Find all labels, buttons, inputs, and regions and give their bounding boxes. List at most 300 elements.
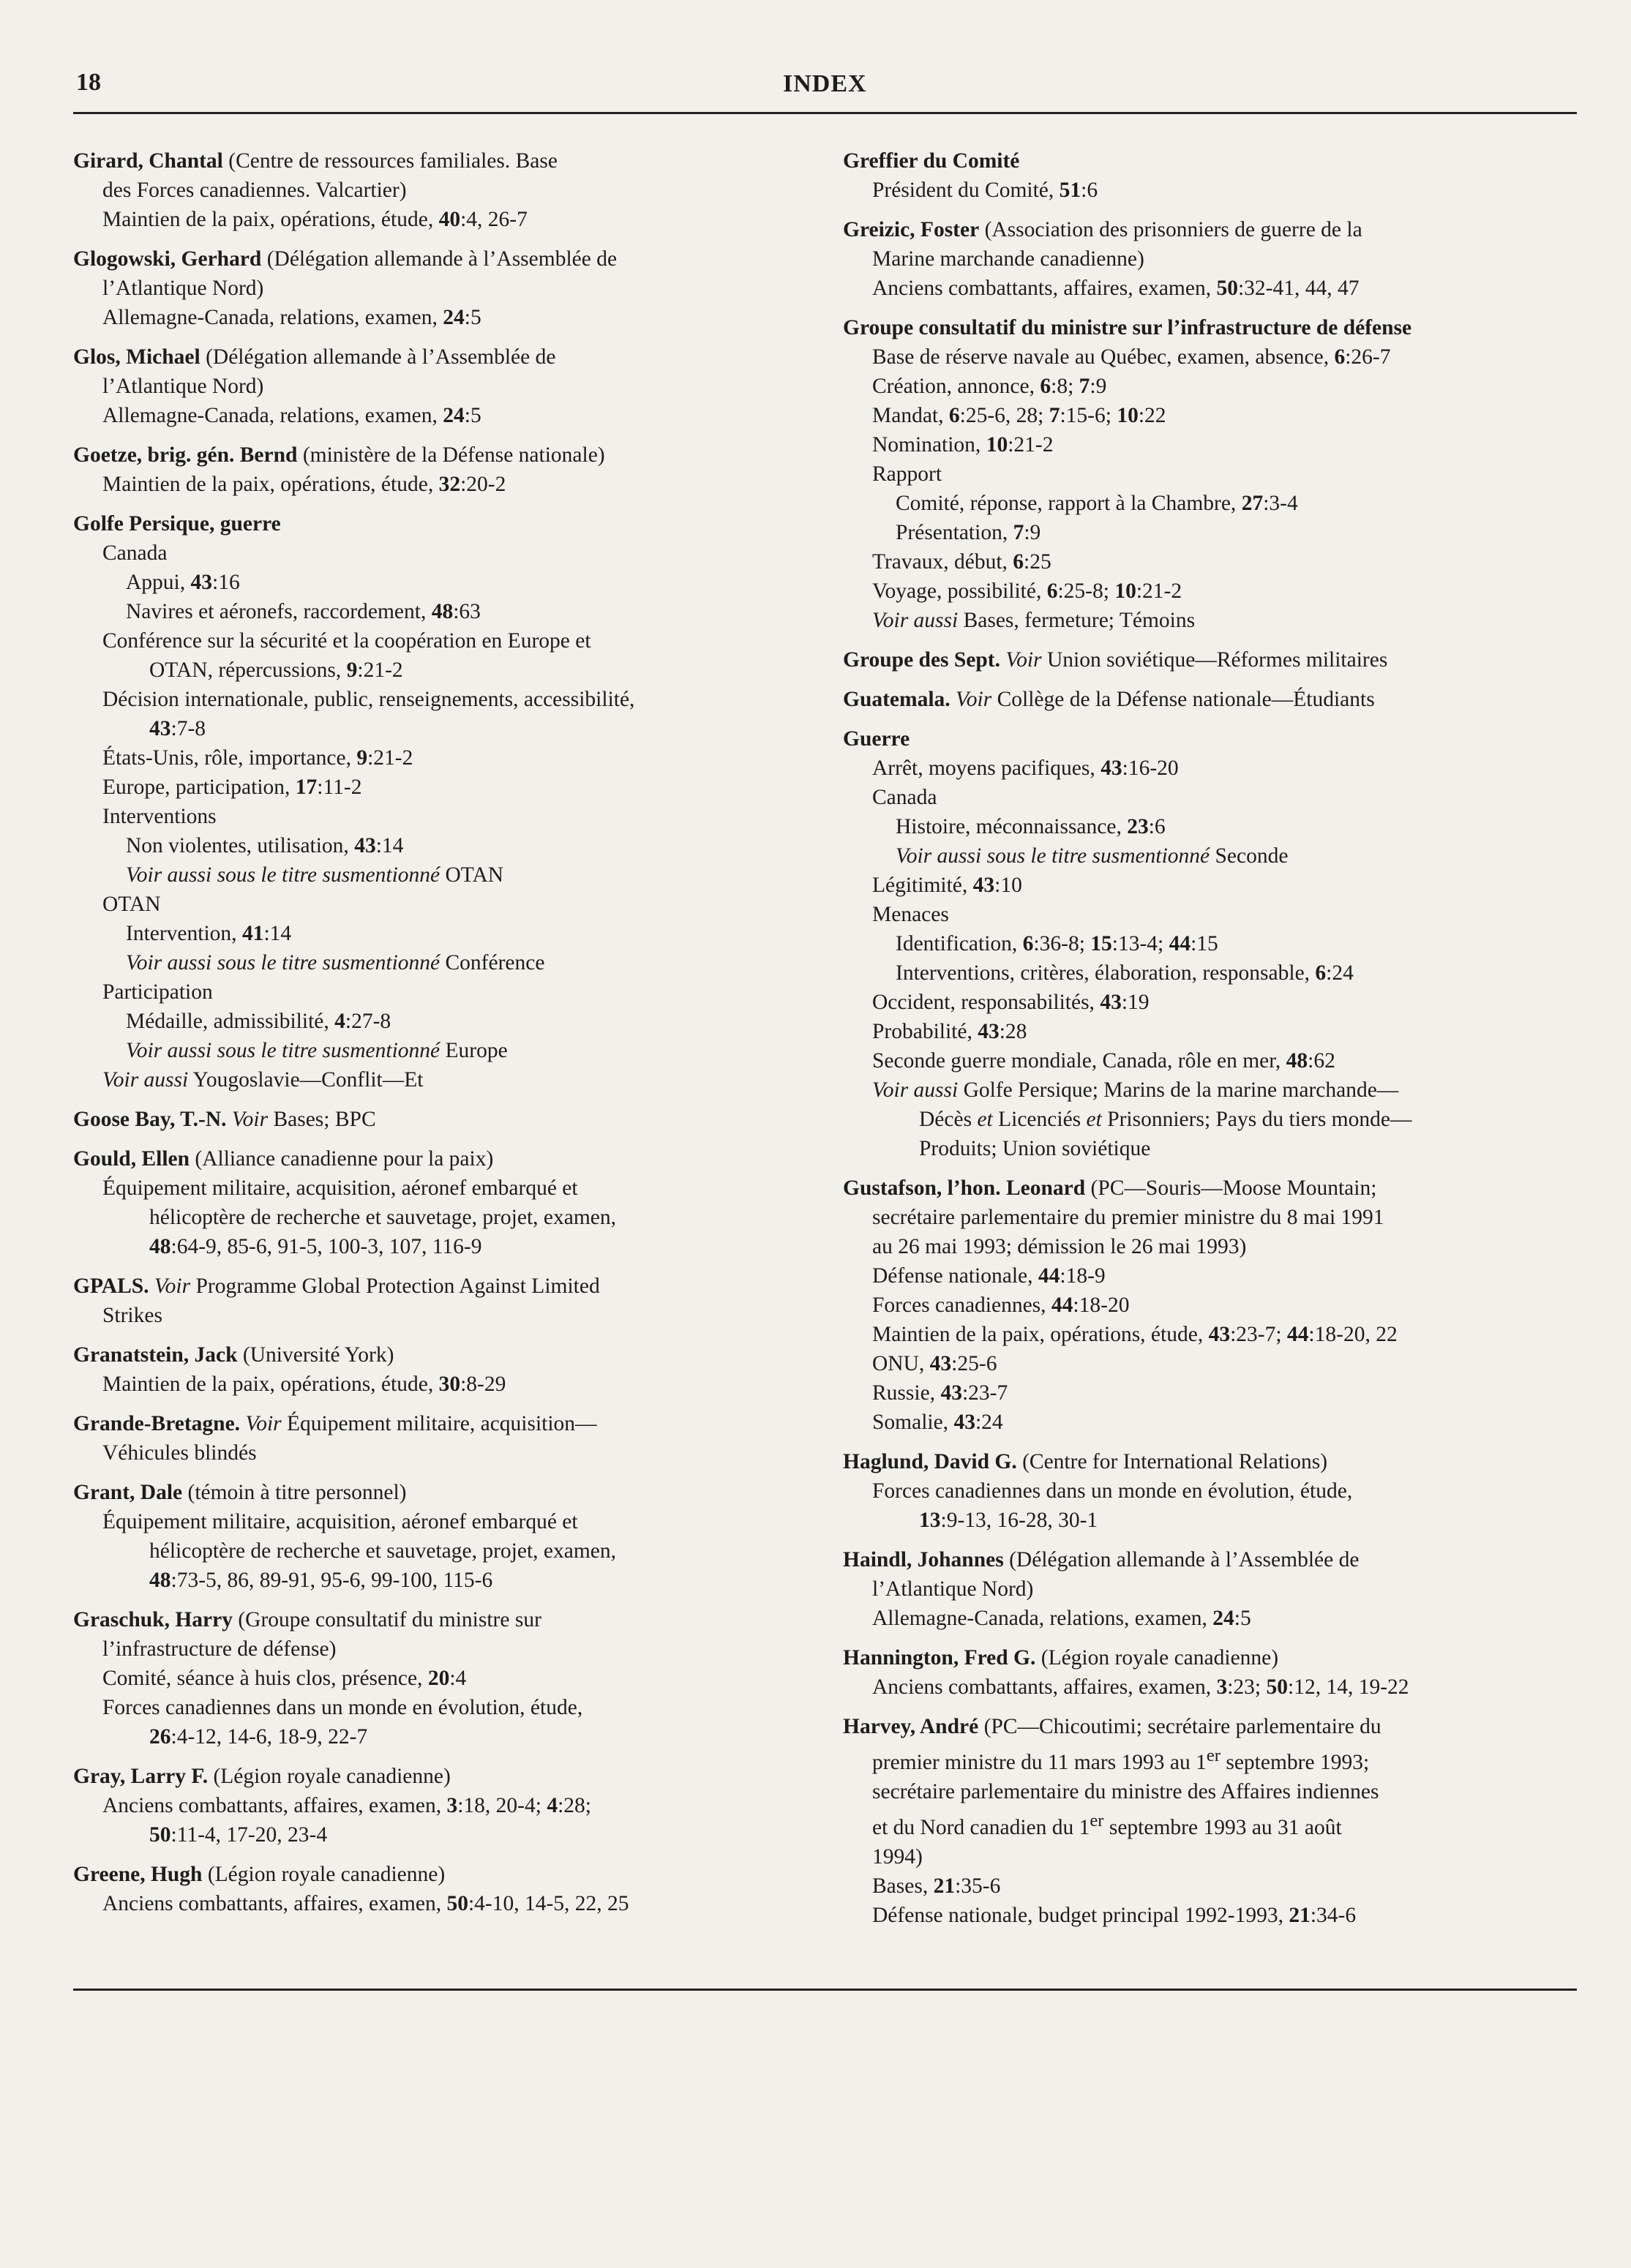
index-entry	[843, 1545, 1575, 1633]
entry-subline	[843, 1777, 1575, 1806]
text-run: :23;	[1227, 1675, 1267, 1699]
text-run: :7-8	[170, 717, 206, 740]
index-entry	[73, 1272, 805, 1330]
text-run: OTAN	[440, 863, 504, 887]
entry-subline	[843, 1842, 1575, 1871]
text-run: Médaille, admissibilité,	[126, 1010, 335, 1033]
text-run: Produits; Union soviétique	[919, 1137, 1151, 1160]
bold-text: 3	[446, 1794, 458, 1817]
entry-subline	[73, 1791, 805, 1820]
text-run: Arrêt, moyens pacifiques,	[872, 756, 1101, 780]
text-run: Décision internationale, public, renseignements, accessibilité,	[102, 688, 635, 711]
index-entry	[73, 1605, 805, 1751]
entry-subline	[843, 1291, 1575, 1320]
text-run: l’Atlantique Nord)	[102, 277, 264, 300]
bold-text: Greffier du Comité	[843, 149, 1020, 173]
entry-subline	[843, 1105, 1575, 1134]
entry-subline	[73, 274, 805, 303]
entry-subline	[73, 1889, 805, 1918]
bold-text: 6	[1022, 932, 1034, 955]
text-run: (témoin à titre personnel)	[182, 1481, 407, 1504]
entry-subline	[843, 1672, 1575, 1702]
text-run: Union soviétique—Réformes militaires	[1041, 648, 1388, 672]
text-run: Forces canadiennes,	[872, 1293, 1051, 1317]
entry-subline	[843, 459, 1575, 489]
italic-text: et	[1086, 1108, 1102, 1131]
bold-text: 6	[1334, 345, 1346, 369]
bold-text: 26	[149, 1725, 171, 1749]
index-entry	[73, 1860, 805, 1918]
text-run: Équipement militaire, acquisition, aéronef embarqué et	[102, 1510, 578, 1533]
bold-text: 51	[1059, 179, 1081, 202]
text-run: :4-10, 14-5, 22, 25	[468, 1892, 629, 1915]
text-run: :27-8	[345, 1010, 391, 1033]
text-run: :35-6	[955, 1874, 1001, 1898]
entry-heading-line	[73, 244, 805, 274]
bold-text: Greene, Hugh	[73, 1863, 203, 1886]
bold-text: 50	[1266, 1675, 1288, 1699]
entry-subline	[73, 919, 805, 948]
text-run: :5	[464, 306, 481, 329]
text-run: Bases, fermeture; Témoins	[958, 609, 1196, 632]
bold-text: Grande-Bretagne.	[73, 1412, 241, 1435]
bold-text: 27	[1241, 492, 1264, 515]
text-run: Travaux, début,	[872, 550, 1013, 574]
entry-heading-line	[73, 1860, 805, 1889]
italic-text: Voir aussi sous le titre susmentionné	[126, 951, 440, 975]
text-run: (Université York)	[237, 1343, 394, 1367]
header-rule	[73, 112, 1577, 114]
entry-subline	[843, 1261, 1575, 1291]
entry-subline	[843, 1901, 1575, 1930]
text-run: Allemagne-Canada, relations, examen,	[102, 306, 443, 329]
bold-text: 6	[1040, 375, 1051, 398]
text-run: Allemagne-Canada, relations, examen,	[872, 1607, 1213, 1630]
text-run: :4	[449, 1667, 467, 1690]
entry-subline	[73, 568, 805, 597]
text-run: Licenciés	[992, 1108, 1087, 1131]
bold-text: 24	[1212, 1607, 1234, 1630]
text-run: :4-12, 14-6, 18-9, 22-7	[170, 1725, 368, 1749]
text-run: :16-20	[1122, 756, 1179, 780]
text-run: Rapport	[872, 462, 942, 486]
text-run: Légitimité,	[872, 874, 973, 897]
text-run: Président du Comité,	[872, 179, 1060, 202]
index-entry	[73, 1762, 805, 1850]
bold-text: Harvey, André	[843, 1715, 979, 1738]
entry-subline	[843, 1232, 1575, 1261]
entry-subline	[843, 1320, 1575, 1349]
text-run: Défense nationale,	[872, 1264, 1038, 1288]
bold-text: Gustafson, l’hon. Leonard	[843, 1176, 1086, 1200]
text-run: Probabilité,	[872, 1020, 978, 1043]
text-run: (Légion royale canadienne)	[202, 1863, 446, 1886]
text-run: Bases,	[872, 1874, 934, 1898]
entry-heading-line	[843, 215, 1575, 244]
text-run: OTAN, répercussions,	[149, 658, 347, 682]
text-run: (Alliance canadienne pour la paix)	[190, 1147, 494, 1171]
bold-text: 44	[1038, 1264, 1060, 1288]
bold-text: 24	[443, 404, 465, 427]
text-run: (Groupe consultatif du ministre sur	[232, 1608, 541, 1631]
text-run: :21-2	[1008, 433, 1054, 457]
entry-subline	[73, 773, 805, 802]
text-run: Présentation,	[896, 521, 1013, 544]
text-run: :26-7	[1345, 345, 1391, 369]
text-run: Navires et aéronefs, raccordement,	[126, 600, 432, 623]
bold-text: Glogowski, Gerhard	[73, 247, 262, 271]
entry-subline	[73, 538, 805, 568]
text-run: des Forces canadiennes. Valcartier)	[102, 179, 407, 202]
text-run: (Association des prisonniers de guerre de la	[979, 218, 1362, 241]
text-run: Histoire, méconnaissance,	[896, 815, 1128, 838]
text-run: :32-41, 44, 47	[1237, 277, 1360, 300]
bold-text: 43	[149, 717, 171, 740]
text-run: Collège de la Défense nationale—Étudiants	[991, 688, 1375, 711]
bold-text: 6	[1013, 550, 1024, 574]
page-number: 18	[76, 69, 101, 96]
entry-subline	[73, 1566, 805, 1595]
bold-text: 20	[427, 1667, 450, 1690]
running-head: INDEX	[783, 70, 867, 97]
bold-text: 48	[149, 1569, 171, 1592]
text-run: Équipement militaire, acquisition, aéronef embarqué et	[102, 1176, 578, 1200]
entry-subline	[73, 1820, 805, 1850]
entry-heading-line	[843, 1447, 1575, 1476]
text-run	[951, 688, 956, 711]
entry-subline	[843, 841, 1575, 871]
entry-subline	[843, 783, 1575, 812]
bold-text: Haindl, Johannes	[843, 1548, 1004, 1572]
text-run: Mandat,	[872, 404, 949, 427]
text-run: (Centre de ressources familiales. Base	[222, 149, 558, 173]
entry-subline	[73, 1507, 805, 1536]
entry-subline	[843, 1203, 1575, 1232]
text-run: Bases; BPC	[268, 1108, 376, 1131]
text-run: (Délégation allemande à l’Assemblée de	[261, 247, 618, 271]
text-run: :25-8;	[1057, 579, 1115, 603]
text-run: Forces canadiennes dans un monde en évolution, étude,	[102, 1696, 583, 1719]
entry-subline	[843, 518, 1575, 547]
entry-heading-line	[73, 1409, 805, 1438]
text-run: :25-6	[951, 1352, 997, 1375]
entry-subline	[73, 1036, 805, 1065]
entry-subline	[843, 1806, 1575, 1842]
text-run: Équipement militaire, acquisition—	[281, 1412, 597, 1435]
entry-subline	[73, 1232, 805, 1261]
text-run: Conférence	[440, 951, 545, 975]
text-run: (ministère de la Défense nationale)	[297, 443, 605, 467]
right-column	[843, 146, 1575, 1940]
text-run: l’Atlantique Nord)	[102, 375, 264, 398]
text-run: 1994)	[872, 1844, 923, 1869]
bold-text: 6	[948, 404, 960, 427]
entry-subline	[73, 1722, 805, 1751]
index-entry	[843, 685, 1575, 714]
bold-text: 48	[431, 600, 454, 623]
text-run: OTAN	[102, 893, 161, 916]
text-run: :14	[375, 834, 404, 857]
bold-text: 10	[986, 433, 1008, 457]
entry-subline	[843, 1604, 1575, 1633]
bold-text: Greizic, Foster	[843, 218, 980, 241]
text-run: :16	[212, 571, 240, 594]
index-entry	[73, 244, 805, 332]
bold-text: 43	[1208, 1323, 1231, 1346]
entry-subline	[73, 303, 805, 332]
text-run: Occident, responsabilités,	[872, 991, 1101, 1014]
bold-text: 50	[149, 1823, 171, 1847]
text-run: (Centre for International Relations)	[1016, 1450, 1328, 1473]
entry-subline	[73, 1693, 805, 1722]
entry-subline	[843, 372, 1575, 401]
text-run: Décès	[919, 1108, 978, 1131]
text-run: Prisonniers; Pays du tiers monde—	[1101, 1108, 1412, 1131]
entry-subline	[843, 1075, 1575, 1105]
bold-text: 44	[1169, 932, 1191, 955]
text-run: Interventions	[102, 805, 217, 828]
entry-subline	[843, 1378, 1575, 1408]
text-run: Europe	[440, 1039, 508, 1062]
text-run: Conférence sur la sécurité et la coopération en Europe et	[102, 629, 591, 653]
bold-text: 43	[929, 1352, 952, 1375]
text-run: :64-9, 85-6, 91-5, 100-3, 107, 116-9	[170, 1235, 482, 1258]
index-entry	[843, 146, 1575, 205]
bold-text: 43	[978, 1020, 1000, 1043]
bold-text: 43	[953, 1411, 975, 1434]
bold-text: 50	[1216, 277, 1238, 300]
entry-subline	[843, 1349, 1575, 1378]
text-run: Comité, séance à huis clos, présence,	[102, 1667, 428, 1690]
bold-text: 23	[1127, 815, 1149, 838]
text-run: :15-6;	[1060, 404, 1117, 427]
entry-subline	[73, 802, 805, 831]
index-entry	[73, 1340, 805, 1399]
entry-subline	[73, 1536, 805, 1566]
entry-subline	[843, 244, 1575, 274]
entry-subline	[73, 714, 805, 743]
text-run: Maintien de la paix, opérations, étude,	[102, 1373, 439, 1396]
text-run: :25-6, 28;	[959, 404, 1049, 427]
text-run: :12, 14, 19-22	[1288, 1675, 1409, 1699]
bold-text: Guatemala.	[843, 688, 951, 711]
entry-heading-line	[73, 1105, 805, 1134]
text-run: Anciens combattants, affaires, examen,	[872, 277, 1217, 300]
entry-heading-line	[843, 1174, 1575, 1203]
text-run: :25	[1024, 550, 1051, 574]
text-run: Seconde guerre mondiale, Canada, rôle en mer,	[872, 1049, 1286, 1073]
superscript-text: er	[1090, 1810, 1104, 1830]
index-entry	[73, 1144, 805, 1261]
text-run: hélicoptère de recherche et sauvetage, projet, examen,	[149, 1539, 616, 1563]
entry-subline	[73, 977, 805, 1007]
bold-text: 3	[1216, 1675, 1228, 1699]
entry-subline	[73, 372, 805, 401]
entry-subline	[843, 1017, 1575, 1046]
italic-text: Voir	[1005, 648, 1042, 672]
text-run: :6	[1148, 815, 1166, 838]
text-run: :6	[1081, 179, 1098, 202]
bold-text: 7	[1013, 521, 1024, 544]
bold-text: 15	[1090, 932, 1112, 955]
entry-subline	[73, 1634, 805, 1664]
superscript-text: er	[1206, 1746, 1221, 1765]
text-run: Intervention,	[126, 922, 242, 945]
text-run: Appui,	[126, 571, 191, 594]
text-run: (Légion royale canadienne)	[1035, 1646, 1279, 1670]
bold-text: Gray, Larry F.	[73, 1765, 209, 1788]
italic-text: Voir aussi	[102, 1068, 189, 1092]
entry-subline	[73, 948, 805, 977]
text-run: l’Atlantique Nord)	[872, 1577, 1034, 1601]
index-entry	[73, 146, 805, 234]
entry-subline	[73, 1370, 805, 1399]
entry-subline	[73, 656, 805, 685]
bold-text: 13	[919, 1509, 941, 1532]
text-run: :5	[1234, 1607, 1251, 1630]
entry-heading-line	[843, 146, 1575, 176]
bold-text: 32	[438, 473, 461, 496]
text-run: au 26 mai 1993; démission le 26 mai 1993)	[872, 1235, 1247, 1258]
entry-heading-line	[73, 1762, 805, 1791]
entry-subline	[843, 812, 1575, 841]
text-run: :24	[1326, 961, 1354, 985]
entry-heading-line	[843, 1545, 1575, 1574]
index-entry	[843, 1643, 1575, 1702]
entry-subline	[843, 1574, 1575, 1604]
entry-heading-line	[843, 685, 1575, 714]
entry-subline	[843, 1046, 1575, 1075]
bold-text: Golfe Persique, guerre	[73, 512, 281, 536]
text-run: Anciens combattants, affaires, examen,	[102, 1892, 447, 1915]
text-run: Participation	[102, 980, 213, 1004]
text-run: :10	[994, 874, 1022, 897]
text-run: (PC—Souris—Moose Mountain;	[1085, 1176, 1377, 1200]
text-run: :20-2	[460, 473, 506, 496]
text-run: :13-4;	[1111, 932, 1169, 955]
index-entry	[843, 215, 1575, 303]
text-run: :28	[999, 1020, 1027, 1043]
bold-text: Graschuk, Harry	[73, 1608, 233, 1631]
entry-heading-line	[73, 1478, 805, 1507]
text-run: Marine marchande canadienne)	[872, 247, 1144, 271]
entry-subline	[843, 274, 1575, 303]
text-run: :24	[975, 1411, 1003, 1434]
bold-text: 7	[1079, 375, 1090, 398]
entry-subline	[843, 1871, 1575, 1901]
entry-heading-line	[73, 1144, 805, 1174]
italic-text: Voir	[231, 1108, 269, 1131]
text-run: secrétaire parlementaire du ministre des Affaires indiennes	[872, 1779, 1379, 1803]
text-run: :19	[1121, 991, 1150, 1014]
bold-text: Grant, Dale	[73, 1481, 183, 1504]
entry-subline	[843, 577, 1575, 606]
bold-text: Goose Bay, T.-N.	[73, 1108, 227, 1131]
entry-subline	[73, 205, 805, 234]
index-entry	[73, 1105, 805, 1134]
text-run: :5	[464, 404, 481, 427]
italic-text: Voir aussi	[872, 609, 959, 632]
text-run: :14	[263, 922, 292, 945]
text-run: :23-7	[961, 1381, 1008, 1405]
text-run: Strikes	[102, 1304, 162, 1327]
text-run: ONU,	[872, 1352, 930, 1375]
text-run: Russie,	[872, 1381, 941, 1405]
bold-text: 21	[933, 1874, 956, 1898]
text-run: Maintien de la paix, opérations, étude,	[102, 473, 439, 496]
entry-subline	[843, 547, 1575, 577]
entry-heading-line	[843, 313, 1575, 342]
text-run: :18-20, 22	[1308, 1323, 1398, 1346]
entry-subline	[843, 1741, 1575, 1777]
bold-text: 48	[149, 1235, 171, 1258]
bold-text: 4	[334, 1010, 345, 1033]
index-entry	[843, 645, 1575, 675]
text-run: :18-20	[1073, 1293, 1130, 1317]
italic-text: Voir	[154, 1274, 191, 1298]
entry-subline	[843, 929, 1575, 958]
entry-heading-line	[843, 724, 1575, 754]
entry-subline	[843, 1408, 1575, 1437]
text-run: (Légion royale canadienne)	[208, 1765, 451, 1788]
left-column	[73, 146, 805, 1929]
text-run: :18-9	[1060, 1264, 1106, 1288]
bold-text: 4	[547, 1794, 558, 1817]
bold-text: 9	[346, 658, 358, 682]
entry-subline	[73, 860, 805, 890]
index-entry	[73, 1478, 805, 1595]
bold-text: 43	[1101, 756, 1122, 780]
bold-text: Guerre	[843, 727, 910, 751]
entry-heading-line	[843, 1643, 1575, 1672]
bold-text: 9	[356, 746, 368, 770]
index-entry	[843, 1712, 1575, 1930]
index-entry	[843, 1174, 1575, 1437]
text-run: Véhicules blindés	[102, 1441, 257, 1465]
bold-text: Hannington, Fred G.	[843, 1646, 1036, 1670]
text-run: :22	[1138, 404, 1166, 427]
text-run: Forces canadiennes dans un monde en évolution, étude,	[872, 1479, 1353, 1503]
text-run: Maintien de la paix, opérations, étude,	[872, 1323, 1209, 1346]
entry-subline	[843, 988, 1575, 1017]
italic-text: et	[977, 1108, 993, 1131]
bold-text: Groupe des Sept.	[843, 648, 1000, 672]
text-run	[149, 1274, 154, 1298]
bold-text: Gould, Ellen	[73, 1147, 190, 1171]
entry-subline	[73, 890, 805, 919]
text-run: l’infrastructure de défense)	[102, 1637, 337, 1661]
bold-text: 21	[1289, 1903, 1311, 1927]
entry-subline	[843, 176, 1575, 205]
index-entry	[73, 342, 805, 430]
text-run: Anciens combattants, affaires, examen,	[102, 1794, 447, 1817]
text-run: :8-29	[460, 1373, 506, 1396]
entry-subline	[843, 401, 1575, 430]
text-run: :36-8;	[1033, 932, 1091, 955]
bold-text: Haglund, David G.	[843, 1450, 1017, 1473]
entry-subline	[73, 1007, 805, 1036]
text-run: :23-7;	[1230, 1323, 1287, 1346]
text-run: :21-2	[367, 746, 413, 770]
bold-text: 24	[443, 306, 465, 329]
text-run: Golfe Persique; Marins de la marine marchande—	[958, 1078, 1399, 1102]
entry-subline	[73, 470, 805, 499]
text-run: premier ministre du 11 mars 1993 au 1	[872, 1750, 1207, 1774]
entry-subline	[843, 1506, 1575, 1535]
bold-text: 17	[295, 776, 318, 799]
entry-subline	[73, 626, 805, 656]
entry-subline	[73, 743, 805, 773]
